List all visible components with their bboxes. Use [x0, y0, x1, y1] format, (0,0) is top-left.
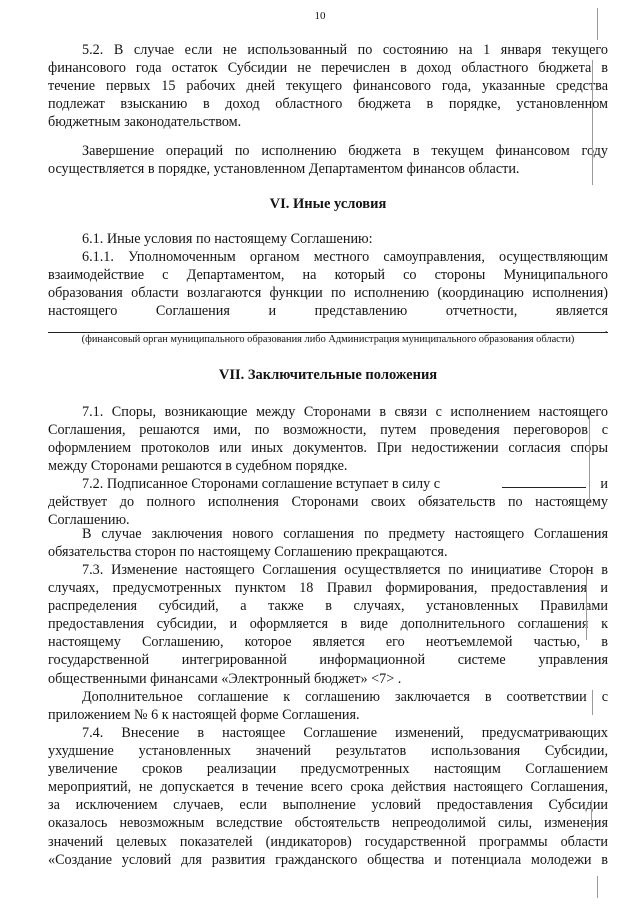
- effective-date-blank: [502, 475, 586, 488]
- clause-7-4: 7.4. Внесение в настоящее Соглашение изменений, предусматривающих ухудшение установленных значений результатов использования Субсидии, увеличение сроков реализации предусмотренных настоящим Соглашением мероприятий, не допускается в течение всего срока действия настоящего Соглашения, за исключением случаев, если выполнение условий предоставления Субсидии оказалось невозможным вследствие обстоятельств непреодолимой силы, изменения значений целевых показателей (индикаторов) государственной программы области «Создание условий для развития гражданского общества и потенциала молодежи в: [48, 725, 608, 868]
- clause-7-2-first-line: 7.2. Подписанное Сторонами соглашение вступает в силу с и: [82, 476, 608, 492]
- scan-margin-mark: [597, 876, 598, 898]
- scan-margin-mark: [592, 690, 593, 715]
- authority-caption: (финансовый орган муниципального образования либо Администрация муниципального образования области): [81, 334, 575, 345]
- clause-7-2: 7.2. Подписанное Сторонами соглашение вступает в силу с и действует до полного исполнения Сторонами своих обязательств по настоящему Соглашению.: [48, 476, 608, 529]
- section-heading-vi: VI. Иные условия: [269, 196, 387, 212]
- section-heading-vii: VII. Заключительные положения: [218, 367, 438, 383]
- authority-blank-line: [48, 332, 608, 333]
- clause-6-1: 6.1. Иные условия по настоящему Соглашению:: [82, 231, 373, 247]
- clause-5-2-completion: Завершение операций по исполнению бюджета в текущем финансовом году осуществляется в порядке, установленном Департаментом финансов области.: [48, 143, 608, 178]
- clause-7-3: 7.3. Изменение настоящего Соглашения осуществляется по инициативе Сторон в случаях, предусмотренных пунктом 18 Правил формирования, предоставления и распределения субсидий, а также в случаях, установленных Правилами предоставления субсидии, и оформляется в виде дополнительного соглашения к настоящему Соглашению, которое является его неотъемлемой частью, в государственной интегрированной информационной системе управления общественными финансами «Электронный бюджет» <7> .: [48, 562, 608, 687]
- scan-margin-mark: [586, 565, 587, 640]
- clause-7-2-new-agreement: В случае заключения нового соглашения по предмету настоящего Соглашения обязательства сторон по настоящему Соглашению прекращаются.: [48, 526, 608, 561]
- clause-7-1: 7.1. Споры, возникающие между Сторонами в связи с исполнением настоящего Соглашения, решаются ими, по возможности, путем проведения переговоров с оформлением протоколов или иных документов. При недостижении согласия споры между Сторонами решаются в судебном порядке.: [48, 404, 608, 475]
- clause-6-1-1: 6.1.1. Уполномоченным органом местного самоуправления, осуществляющим взаимодействие с Департаментом, на который со стороны Муниципального образования области возлагаются функции по исполнению (координацию исполнения) настоящего Соглашения и представлению отчетности, является .: [48, 249, 608, 338]
- authority-blank-line-end: .: [604, 321, 608, 338]
- page-number: 10: [314, 10, 326, 22]
- clause-7-3-additional: Дополнительное соглашение к соглашению заключается в соответствии с приложением № 6 к настоящей форме Соглашения.: [48, 689, 608, 724]
- scan-margin-mark: [591, 800, 592, 830]
- scan-margin-mark: [597, 8, 598, 40]
- scan-margin-mark: [592, 60, 593, 185]
- scan-margin-mark: [589, 412, 590, 502]
- clause-5-2: 5.2. В случае если не использованный по состоянию на 1 января текущего финансового года остаток Субсидии не перечислен в доход областного бюджета в течение первых 15 рабочих дней текущего финансового года, указанные средства подлежат взысканию в доход областного бюджета в порядке, установленном бюджетным законодательством.: [48, 42, 608, 131]
